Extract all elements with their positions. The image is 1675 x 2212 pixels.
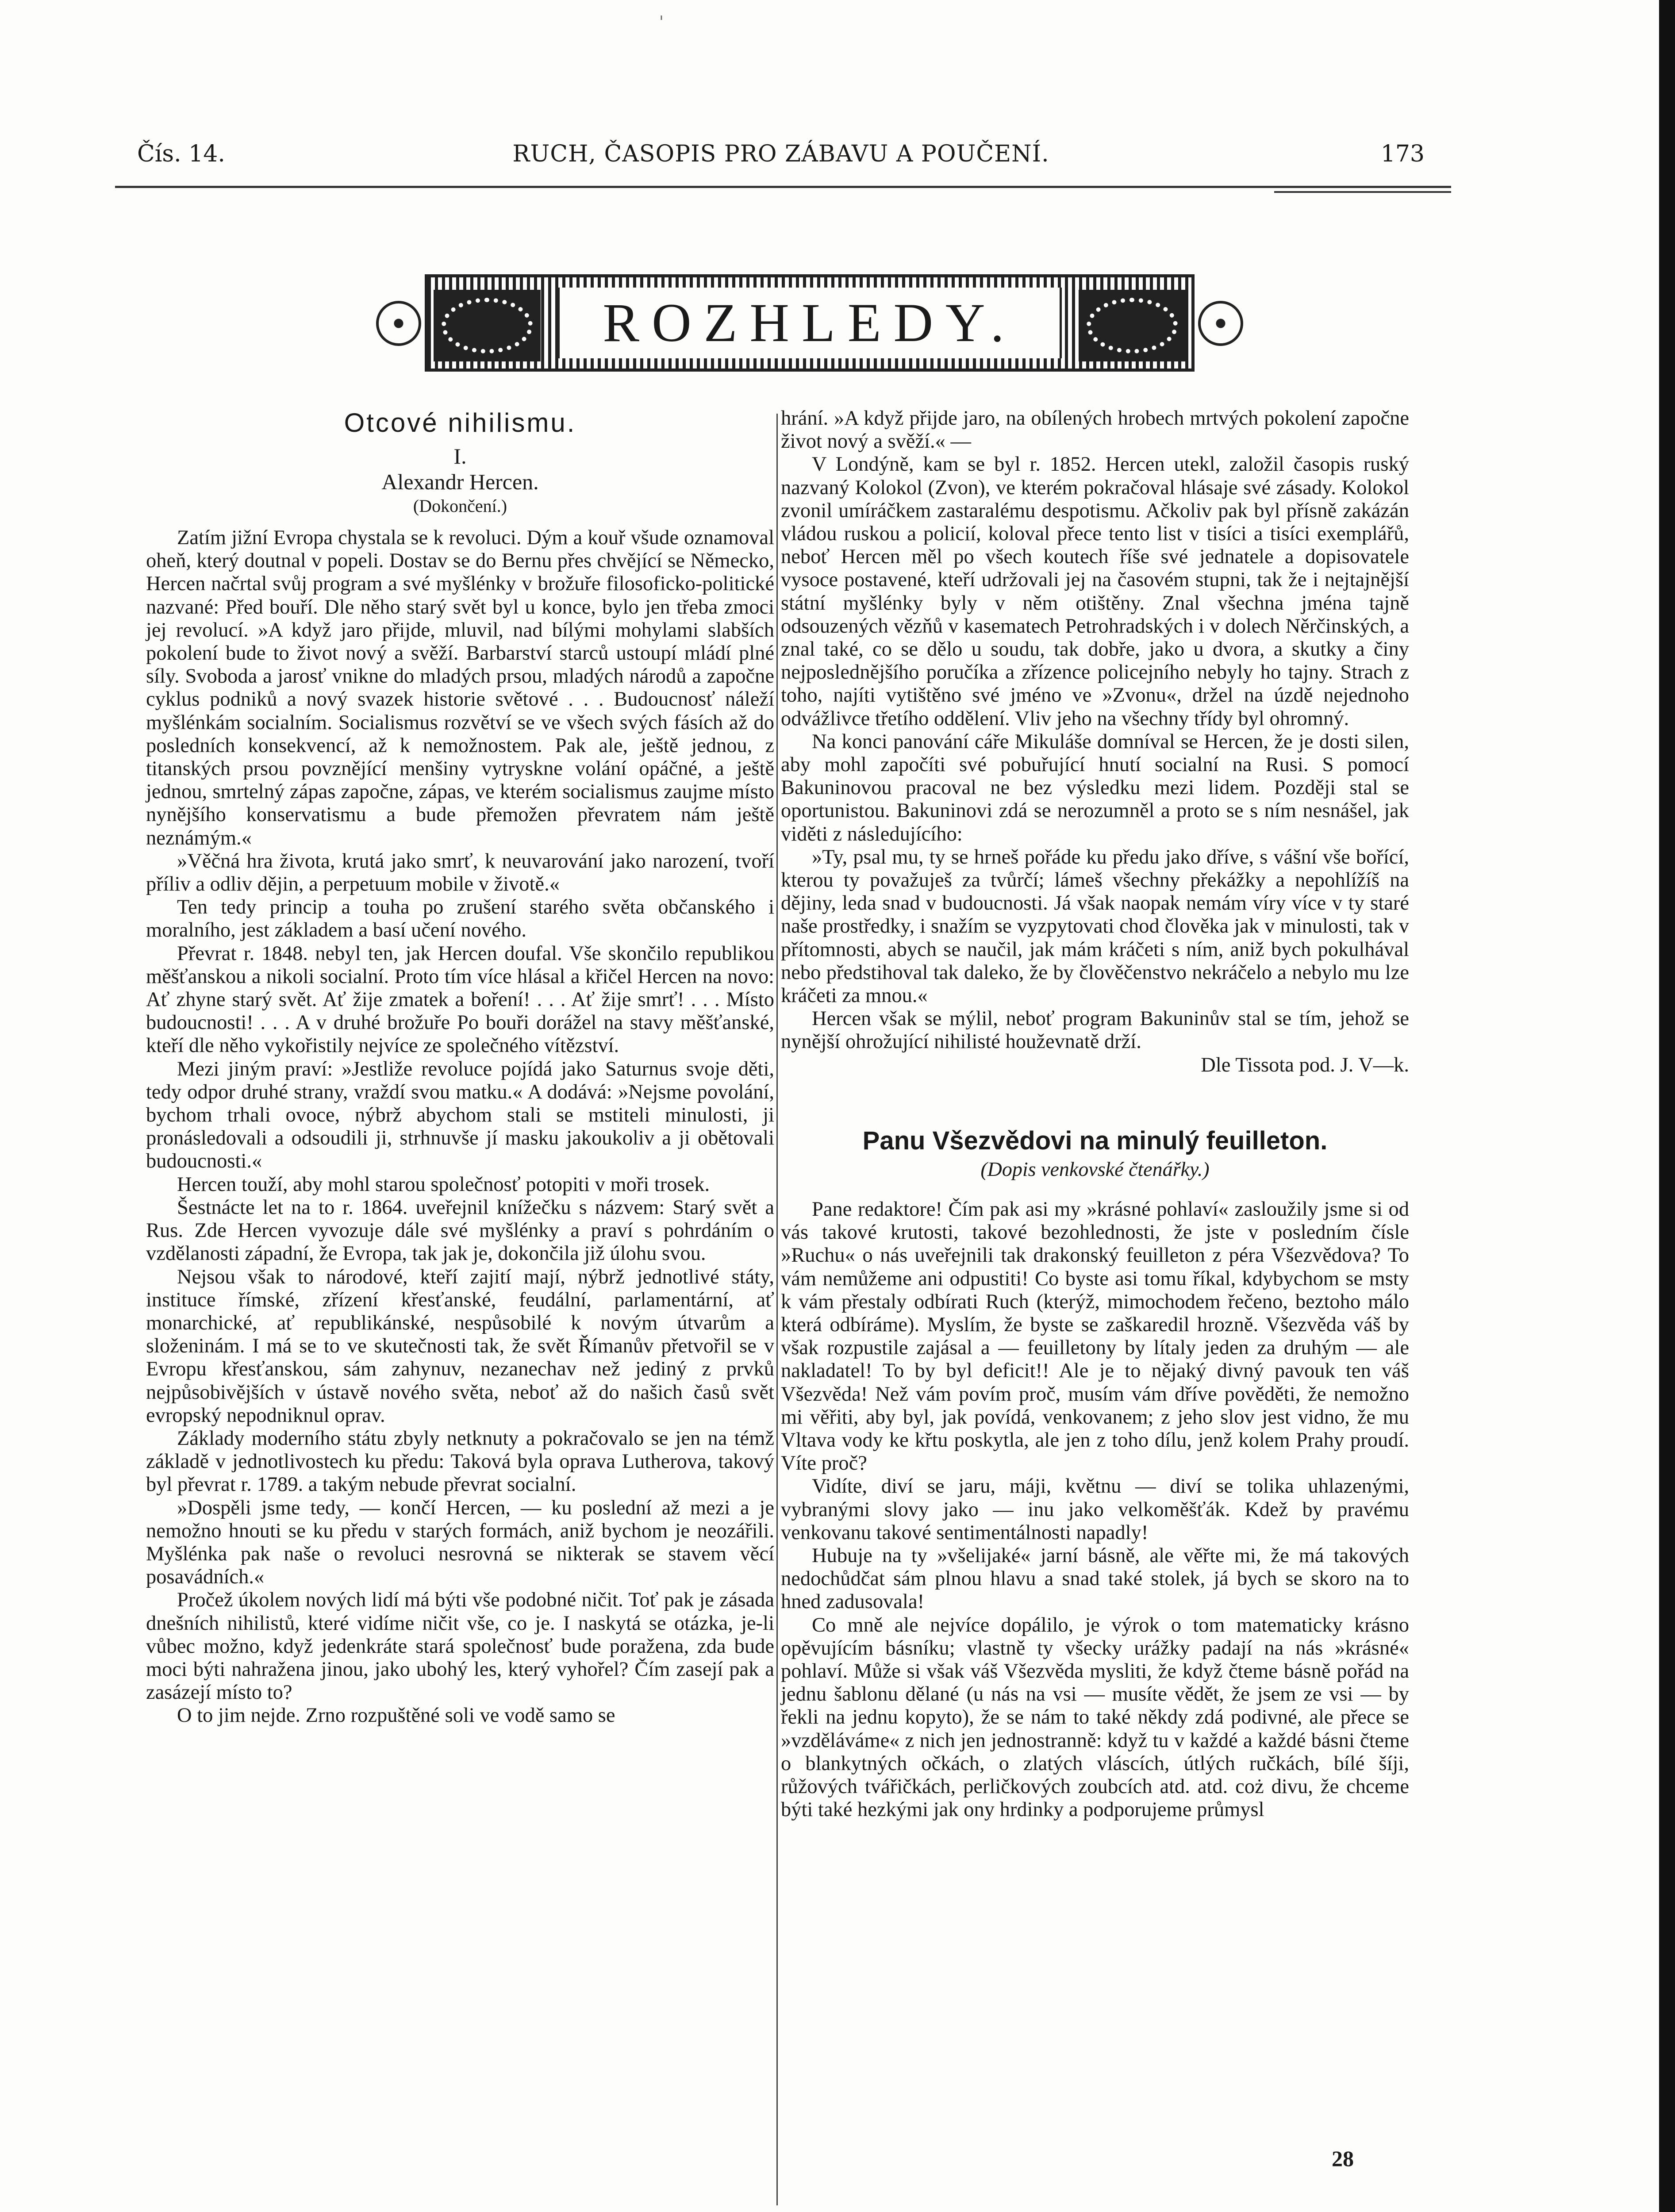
- paragraph: »Ty, psal mu, ty se hrneš pořáde ku předu jako dříve, s vášní vše bořící, kterou ty považuješ za tvůrčí; lámeš všechny překážky a nepohlížíš na dějiny, leda snad v budoucnosti. Já však naopak nemám víry více v ty staré naše prostředky, i snažím se vyzpytovati chod člověka jak v minulosti, tak v přítomnosti, abych se naučil, jak mám kráčeti s ním, aniž bych pokulhával nebo předstihoval tak daleko, že by člověčenstvo nekráčelo a nebylo mu lze kráčeti za mnou.«: [781, 845, 1409, 1007]
- figure-ornament-icon: [1079, 290, 1186, 361]
- article-title: Panu Všezvědovi na minulý feuilleton.: [862, 1126, 1328, 1155]
- rosette-ornament-icon: [1198, 301, 1243, 346]
- article-signature: Dle Tissota pod. J. V—k.: [1201, 1053, 1409, 1076]
- right-column: [781, 407, 1409, 1821]
- paragraph: »Věčná hra života, krutá jako smrť, k neuvarování jako narození, tvoří příliv a odliv dějin, a perpetuum mobile v životě.«: [146, 849, 774, 896]
- paragraph: Hercen však se mýlil, neboť program Bakuninův stal se tím, jehož se nynější ohrožující nihilisté houževnatě drží.: [781, 1007, 1409, 1053]
- paragraph: Hubuje na ty »všelijaké« jarní básně, ale věřte mi, že má takových nedochůdčat sám plnou hlavu a snad také stolek, já bych se skoro na to hned zadusovala!: [781, 1544, 1409, 1613]
- article-title: Otcové nihilismu.: [344, 408, 576, 438]
- rosette-ornament-icon: [376, 301, 421, 346]
- paragraph: Mezi jiným praví: »Jestliže revoluce pojídá jako Saturnus svoje děti, tedy odpor druhé strany, vraždí svou matku.« A dodává: »Nejsme povolání, bychom trhali ovoce, nýbrž abychom stali se mstiteli minulosti, ji pronásledovali a odsoudili ji, strhnuvše jí masku jakoukoliv a ji obětovali budoucnosti.«: [146, 1057, 774, 1173]
- paragraph: V Londýně, kam se byl r. 1852. Hercen utekl, založil časopis ruský nazvaný Kolokol (Zvon), ve kterém pokračoval hlásaje své zásady. Kolokol zvonil umíráčkem zastaralému despotismu. Ačkoliv pak byl přísně zakázán vládou ruskou a policií, koloval přece tento list v tisíci a tisíci exemplářů, neboť Hercen měl po všech koutech říše své jednatele a dopisovatele vysoce postavené, kteří udržovali jej na časovém stupni, tak že i nejtajnější státní myšlénky byly v něm otištěny. Znal všechna jména tajně odsouzených vězňů v kasematech Petrohradských i v dolech Něrčinských, a znal také, co se dělo u soudu, tak dobře, jako u dvora, a skutky a činy nejposlednějšího poručíka a zřízence policejního nebyly ho tajny. Strach z toho, najíti vytištěno své jméno ve »Zvonu«, držel na úzdě nejednoho odvážlivce třetího oddělení. Vliv jeho na všechny třídy byl ohromný.: [781, 453, 1409, 730]
- paragraph: Zatím jižní Evropa chystala se k revoluci. Dým a kouř všude oznamoval oheň, který doutnal v popeli. Dostav se do Bernu přes chvějící se Německo, Hercen načrtal svůj program a své myšlénky v brožuře filosoficko-politické nazvané: Před bouří. Dle něho starý svět byl u konce, bylo jen třeba zmoci jej revolucí. »A když jaro přijde, mluvil, nad bílými mohylami slabších pokolení bude to život nový a svěží. Barbarství starců ustoupí mládí plné síly. Svoboda a jarosť vnikne do mladých prsou, mladých národů a započne cyklus podniků a nový svazek historie světové . . . Budoucnosť náleží myšlénkám socialním. Socialismus rozvětví se ve všech svých fásích až do posledních konsekvencí, až k nemožnostem. Pak ale, ještě jednou, z titanských prsou povznějící menšiny vytryskne volání opáčné, a ještě jednou, smrtelný zápas započne, zápas, ve kterém socialismus zaujme místo nynějšího konservatismu a bude přemožen převratem nám ještě neznámým.«: [146, 526, 774, 849]
- paragraph: Převrat r. 1848. nebyl ten, jak Hercen doufal. Vše skončilo republikou měšťanskou a nikoli socialní. Proto tím více hlásal a křičel Hercen na novo: Ať zhyne starý svět. Ať žije zmatek a boření! . . . Ať žije smrť! . . . Místo budoucnosti! . . . A v druhé brožuře Po bouři dorážel na stavy měšťanské, kteří dle něho vykořistily nejvíce ze společného vítězství.: [146, 942, 774, 1057]
- issue-number: Čís. 14.: [137, 141, 225, 167]
- continuation-note: (Dokončení.): [413, 496, 507, 516]
- page-number: 173: [1380, 141, 1425, 167]
- top-mark: ': [659, 13, 664, 31]
- paragraph: Základy moderního státu zbyly netknuty a pokračovalo se jen na témž základě v jednotlivostech ku předu: Taková byla oprava Lutherova, takový byl převrat r. 1789. a takým nebude převrat socialní.: [146, 1427, 774, 1496]
- paragraph: Co mně ale nejvíce dopálilo, je výrok o tom matematicky krásno opěvujícím básníku; vlastně ty všecky urážky padají na nás »krásné« pohlaví. Může si však váš Všezvěda mysliti, že když čteme básně pořád na jednu šablonu dělané (u nás na vsi — musíte vědět, že jsem ze vsi — by řekli na jednu kopyto), že se nám to také někdy zdá podivné, ale přece se »vzděláváme« z nich jen jednostranně: když tu v každé a každé básni čteme o blankytných očkách, o zlatých vláscích, útlých ručkách, bílé šíji, růžových tvářičkách, perličkových zoubcích atd. atd. coż divu, že chceme býti také hezkými jak ony hrdinky a podporujeme průmysl: [781, 1613, 1409, 1821]
- paragraph: Vidíte, diví se jaru, máji, květnu — diví se tolika uhlazenými, vybranými slovy jako — inu jako velkoměšťák. Kdež by pravému venkovanu takové sentimentálnosti napadly!: [781, 1475, 1409, 1544]
- paragraph: Šestnácte let na to r. 1864. uveřejnil knížečku s názvem: Starý svět a Rus. Zde Hercen vyvozuje dále své myšlénky a praví s pohrdáním o vzdělanosti západní, že Evropa, tak jak je, dokončila již úlohu svou.: [146, 1196, 774, 1265]
- header-rule: [115, 186, 1451, 188]
- section-banner: [367, 265, 1252, 380]
- article-subtitle: Alexandr Hercen.: [381, 469, 539, 494]
- sheet-number: 28: [1332, 2146, 1354, 2171]
- paragraph: Ten tedy princip a touha po zrušení starého světa občanského i moralního, jest základem a basí učení nového.: [146, 896, 774, 942]
- figure-ornament-icon: [434, 290, 541, 361]
- section-title: ROZHLEDY.: [603, 292, 1017, 353]
- paragraph: Pročež úkolem nových lidí má býti vše podobné ničit. Toť pak je zásada dnešních nihilistů, které vidíme ničit vše, co je. I naskytá se otázka, je-li vůbec možno, když jedenkráte stará společnosť bude poražena, zda bude moci býti nahražena jinou, jako ubohý les, který vyhořel? Čím zasejí pak a zasázejí místo to?: [146, 1589, 774, 1704]
- article-subtitle: (Dopis venkovské čtenářky.): [980, 1157, 1210, 1180]
- paragraph: Na konci panování cáře Mikuláše domníval se Hercen, že je dosti silen, aby mohl započíti své pobuřující hnutí socialní na Rusi. S pomocí Bakuninovou pracoval ne bez výsledku mezi lidem. Později stal se oportunistou. Bakuninovi zdá se nerozumněl a proto se s ním nesnášel, jak viděti z následujícího:: [781, 730, 1409, 845]
- paragraph: »Dospěli jsme tedy, — končí Hercen, — ku poslední až mezi a je nemožno hnouti se ku předu v starých formách, aniž bychom je neozářili. Myšlénka pak naše o revoluci nesrovná se nikterak se stavem věcí posavádních.«: [146, 1496, 774, 1589]
- paragraph: Hercen touží, aby mohl starou společnosť potopiti v moři trosek.: [177, 1173, 710, 1196]
- paragraph: Pane redaktore! Čím pak asi my »krásné pohlaví« zasloužily jsme si od vás takové krutosti, takové bezohlednosti, že jste v posledním čísle »Ruchu« o nás uveřejnili tak drakonský feuilleton z péra Všezvědova? To vám nemůžeme ani odpustiti! Co byste asi tomu říkal, kdybychom se msty k vám přestaly odbírati Ruch (kterýž, mimochodem řečeno, beztoho málo která odbíráme). Myslím, že byste se zaškaredil hrozně. Všezvěda váš by však rozpustile zajásal a — feuilletony by lítaly jeden za druhým — ale nakladatel! To by byl deficit!! Ale je to nějaký divný pavouk ten váš Všezvěda! Než vám povím proč, musím vám dříve pověděti, že nemožno mi věřiti, aby byl, jak povídá, venkovanem; z jeho slov jest vidno, že mu Vltava vody ke křtu poskytla, ale jen z toho dílu, jenž kolem Prahy proudí. Víte proč?: [781, 1198, 1409, 1475]
- paragraph: O to jim nejde. Zrno rozpuštěné soli ve vodě samo se: [177, 1704, 615, 1727]
- banner-title-box: [557, 288, 1062, 358]
- article-part: I.: [453, 444, 467, 469]
- paragraph: Nejsou však to národové, kteří zajití mají, nýbrž jednotlivé státy, instituce římské, zřízení křesťanské, feudální, parlamentární, ať monarchické, ať republikánské, nespůsobilé k novým útvarům a složeninám. I má se to ve skutečnosti tak, že svět Římanův přetvořil se v Evropu křesťanskou, sám zahynuv, nezanechav než jediný z prvků nejpůsobivějších v ústavě nového světa, neboť až do našich časů svět evropský nepodniknul oprav.: [146, 1265, 774, 1427]
- paragraph-continuation: hrání. »A když přijde jaro, na obílených hrobech mrtvých pokolení započne život nový a svěží.« —: [781, 407, 1409, 453]
- header-rule-double: [1274, 191, 1451, 193]
- page-edge: [1659, 0, 1675, 2212]
- column-rule: [776, 414, 778, 2205]
- left-column: [146, 407, 774, 1728]
- running-head: [133, 141, 1429, 172]
- journal-title: RUCH, ČASOPIS PRO ZÁBAVU A POUČENÍ.: [512, 141, 1049, 167]
